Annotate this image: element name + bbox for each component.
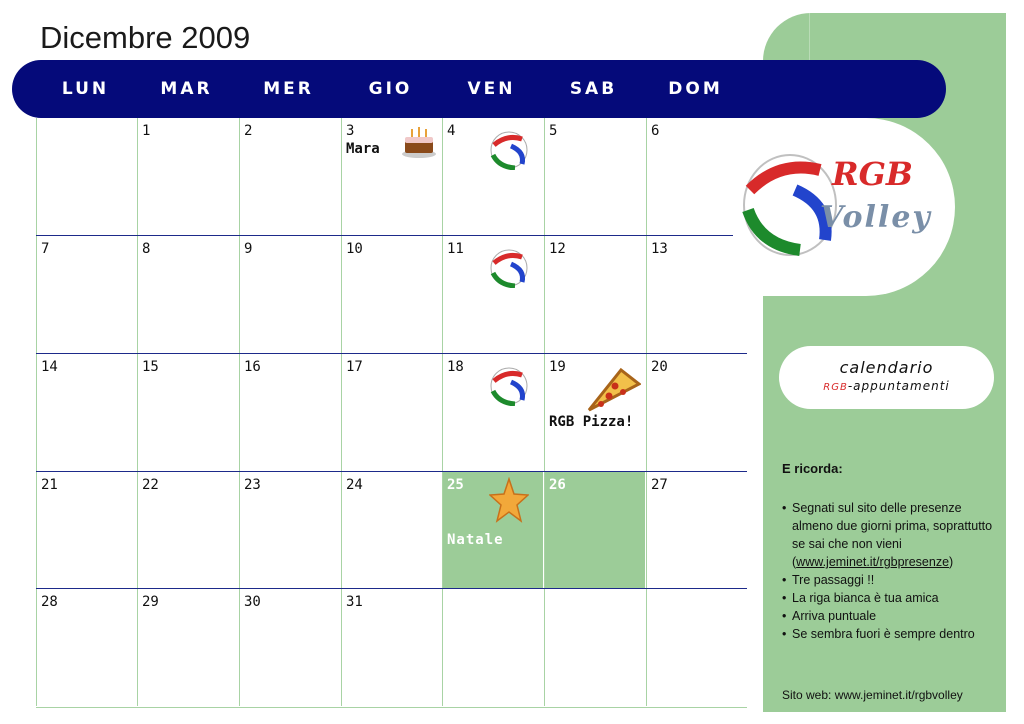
- day-number: 10: [346, 241, 363, 257]
- day-cell: [137, 589, 238, 706]
- day-number: 14: [41, 359, 58, 375]
- day-cell: [442, 472, 543, 589]
- day-cell: [341, 236, 442, 353]
- volleyball-icon: [489, 366, 529, 410]
- day-cell: [341, 472, 442, 589]
- cake-icon: [400, 123, 438, 165]
- day-number: 1: [142, 123, 151, 139]
- day-cell: [646, 589, 747, 706]
- day-cell: [239, 118, 340, 235]
- reminder-title: E ricorda:: [782, 461, 843, 476]
- day-number: 29: [142, 594, 159, 610]
- day-cell: [36, 472, 137, 589]
- day-number: 7: [41, 241, 50, 257]
- day-cell: [646, 236, 747, 353]
- row-divider: [36, 353, 747, 354]
- row-divider: [36, 471, 747, 472]
- day-cell: [341, 589, 442, 706]
- row-divider: [36, 588, 747, 589]
- reminder-text: Arriva puntuale: [792, 609, 877, 623]
- day-cell: [544, 589, 645, 706]
- row-divider: [36, 235, 747, 236]
- day-cell: [36, 354, 137, 471]
- site-footer: Sito web: www.jeminet.it/rgbvolley: [782, 688, 963, 702]
- row-divider: [36, 707, 747, 708]
- calendar-grid: [36, 118, 747, 708]
- day-note: Mara: [346, 141, 380, 157]
- day-number: 27: [651, 477, 668, 493]
- day-number: 30: [244, 594, 261, 610]
- page-title: Dicembre 2009: [40, 20, 251, 55]
- day-number: 8: [142, 241, 151, 257]
- day-number: 21: [41, 477, 58, 493]
- day-number: 15: [142, 359, 159, 375]
- day-cell: [442, 118, 543, 235]
- weekday-header: [12, 60, 946, 118]
- volleyball-icon: [489, 130, 529, 174]
- reminder-text: La riga bianca è tua amica: [792, 591, 939, 605]
- weekday-dom: DOM: [668, 79, 723, 99]
- day-number: 16: [244, 359, 261, 375]
- day-number: 17: [346, 359, 363, 375]
- day-cell: [36, 589, 137, 706]
- day-number: 31: [346, 594, 363, 610]
- reminder-text-after: ): [949, 555, 954, 569]
- reminder-item: [782, 607, 997, 625]
- reminder-item: [782, 571, 997, 589]
- day-note: Natale: [447, 532, 504, 548]
- badge-suffix: -appuntamenti: [847, 379, 950, 393]
- day-cell: [137, 118, 238, 235]
- day-number: 3: [346, 123, 355, 139]
- day-number: 28: [41, 594, 58, 610]
- day-cell: [36, 118, 137, 235]
- day-cell: [239, 472, 340, 589]
- reminder-item: [782, 499, 997, 571]
- badge-subtitle: [779, 379, 994, 393]
- day-cell: [137, 354, 238, 471]
- day-cell: [646, 354, 747, 471]
- day-cell: [341, 354, 442, 471]
- day-number: 13: [651, 241, 668, 257]
- day-cell: [239, 589, 340, 706]
- day-cell: [544, 236, 645, 353]
- day-number: 6: [651, 123, 660, 139]
- logo-rgb: [832, 155, 913, 193]
- reminder-list: [782, 499, 997, 643]
- day-cell: [239, 354, 340, 471]
- day-number: 2: [244, 123, 253, 139]
- day-note: RGB Pizza!: [549, 414, 634, 430]
- pizza-icon: [585, 366, 641, 418]
- weekday-mar: MAR: [160, 79, 213, 99]
- presence-link[interactable]: www.jeminet.it/rgbpresenze: [796, 555, 950, 569]
- day-number: 12: [549, 241, 566, 257]
- reminder-text: Se sembra fuori è sempre dentro: [792, 627, 975, 641]
- day-number: 18: [447, 359, 464, 375]
- day-number: 23: [244, 477, 261, 493]
- weekday-mer: MER: [263, 79, 314, 99]
- weekday-gio: GIO: [368, 79, 413, 99]
- day-number: 24: [346, 477, 363, 493]
- logo-rgb-text: RGB: [832, 155, 913, 193]
- day-cell: [442, 589, 543, 706]
- day-number: 4: [447, 123, 456, 139]
- day-cell: [442, 354, 543, 471]
- day-number: 22: [142, 477, 159, 493]
- weekday-lun: LUN: [61, 79, 110, 99]
- day-number: 9: [244, 241, 253, 257]
- reminder-item: [782, 589, 997, 607]
- star-icon: [489, 477, 529, 527]
- day-number: 20: [651, 359, 668, 375]
- logo-volley: Volley: [820, 200, 932, 235]
- day-cell: [544, 472, 645, 589]
- calendar-badge: [779, 346, 994, 409]
- day-cell: [36, 236, 137, 353]
- day-number: 5: [549, 123, 558, 139]
- day-cell: [544, 118, 645, 235]
- day-number: 25: [447, 477, 464, 493]
- reminder-text: Tre passaggi !!: [792, 573, 875, 587]
- day-cell: [544, 354, 645, 471]
- day-number: 11: [447, 241, 464, 257]
- day-cell: [341, 118, 442, 235]
- day-cell: [137, 236, 238, 353]
- day-number: 26: [549, 477, 566, 493]
- day-cell: [646, 118, 747, 235]
- badge-title: calendario: [839, 358, 934, 377]
- day-cell: [239, 236, 340, 353]
- day-cell: [646, 472, 747, 589]
- badge-rgb: RGB: [823, 382, 848, 393]
- reminder-text: Segnati sul sito delle presenze almeno due giorni prima, soprattutto se sai che non vieni (: [792, 501, 993, 569]
- reminder-item: [782, 625, 997, 643]
- day-cell: [137, 472, 238, 589]
- weekday-sab: SAB: [569, 79, 618, 99]
- day-cell: [442, 236, 543, 353]
- volleyball-icon: [489, 248, 529, 292]
- day-number: 19: [549, 359, 566, 375]
- weekday-ven: VEN: [467, 79, 516, 99]
